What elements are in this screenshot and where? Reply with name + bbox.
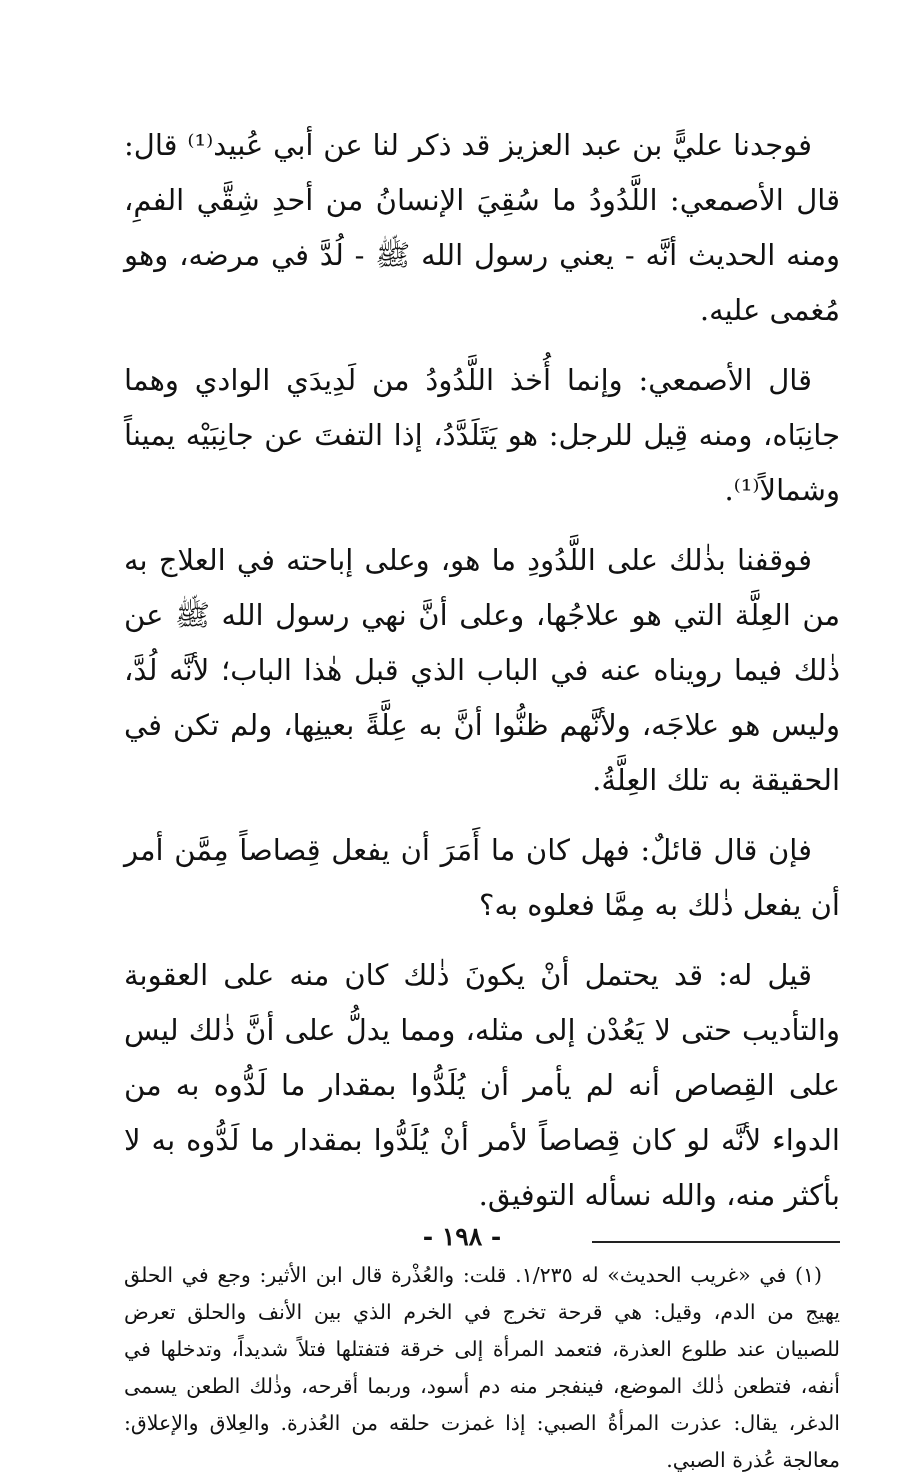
paragraph-5: قيل له: قد يحتمل أنْ يكونَ ذٰلك كان منه على العقوبة والتأديب حتى لا يَعُدْن إلى مثله، ومما يدلُّ على أنَّ ذٰلك ليس على القِصاص أنه لم يأمر أن يُلَدُّوا بمقدار ما لَدُّوه به من الدواء لأنَّه لو كان قِصاصاً لأمر أنْ يُلَدُّوا بمقدار ما لَدُّوه به لا بأكثر منه، والله نسأله التوفيق. xyxy=(124,958,840,1212)
main-text xyxy=(124,118,840,1223)
paragraph-3: فوقفنا بذٰلك على اللَّدُودِ ما هو، وعلى إباحته في العلاج به من العِلَّة التي هو علاجُها، وعلى أنَّ نهي رسول الله ﷺ عن ذٰلك فيما رويناه عنه في الباب الذي قبل هٰذا الباب؛ لأنَّه لُدَّ، وليس هو علاجَه، ولأنَّهم ظنُّوا أنَّ به عِلَّةً بعينِها، ولم تكن في الحقيقة به تلك العِلَّةُ. xyxy=(124,543,840,797)
paragraph-4: فإن قال قائلٌ: فهل كان ما أَمَرَ أن يفعل قِصاصاً مِمَّن أمر أن يفعل ذٰلك به مِمَّا فعلوه به؟ xyxy=(124,833,840,922)
paragraph-2: قال الأصمعي: وإنما أُخذ اللَّدُودُ من لَدِيدَي الوادي وهما جانِبَاه، ومنه قِيل للرجل: هو يَتَلَدَّدُ، إذا التفتَ عن جانِبَيْه يميناً وشمالاً⁽¹⁾. xyxy=(124,363,840,507)
page-content xyxy=(124,118,840,1479)
footnotes xyxy=(124,1257,840,1479)
page-number: - ١٩٨ - xyxy=(422,1222,502,1251)
paragraph-1: فوجدنا عليًّ بن عبد العزيز قد ذكر لنا عن أبي عُبيد⁽¹⁾ قال: قال الأصمعي: اللَّدُودُ ما سُقِيَ الإنسانُ من أحدِ شِقَّي الفمِ، ومنه الحديث أنَّه - يعني رسول الله ﷺ - لُدَّ في مرضه، وهو مُغمى عليه. xyxy=(124,128,840,327)
footnote-1: (١) في «غريب الحديث» له ١/٢٣٥. قلت: والعُذْرة قال ابن الأثير: وجع في الحلق يهيج من الدم، وقيل: هي قرحة تخرج في الخرم الذي بين الأنف والحلق تعرض للصبيان عند طلوع العذرة، فتعمد المرأة إلى خرقة فتفتلها فتلاً شديداً، وتدخلها في أنفه، فتطعن ذٰلك الموضع، فينفجر منه دم أسود، وربما أقرحه، وذٰلك الطعن يسمى الدغر، يقال: عذرت المرأةُ الصبي: إذا غمزت حلقه من العُذرة. والعِلاق والإعلاق: معالجة عُذرة الصبي. xyxy=(124,1263,840,1472)
